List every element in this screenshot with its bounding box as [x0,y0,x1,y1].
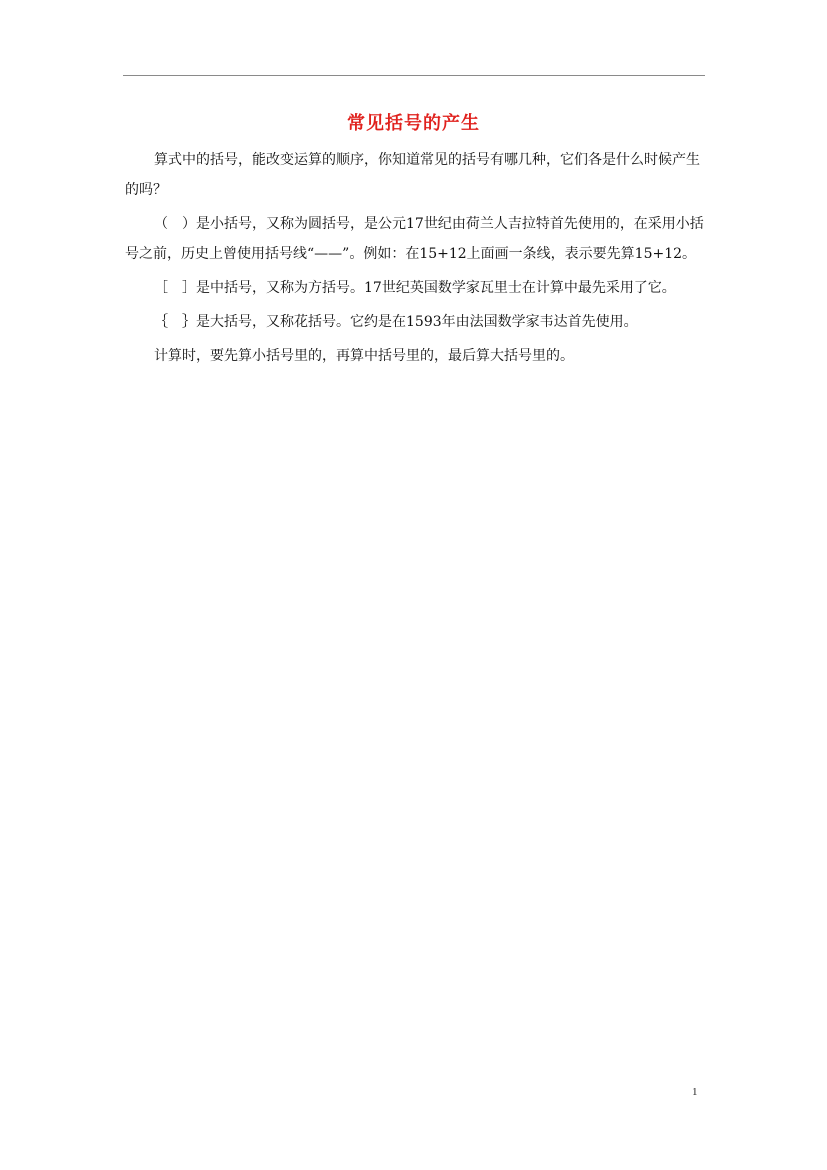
parentheses-paragraph: （ ）是小括号，又称为圆括号，是公元17世纪由荷兰人吉拉特首先使用的，在采用小括号之前，历史上曾使用括号线“——”。例如：在15+12上面画一条线，表示要先算15+12。 [125,216,704,262]
brackets-paragraph: ［ ］是中括号，又称为方括号。17世纪英国数学家瓦里士在计算中最先采用了它。 [154,280,676,296]
header-rule [123,75,705,76]
document-title: 常见括号的产生 [347,113,480,134]
intro-paragraph: 算式中的括号，能改变运算的顺序，你知道常见的括号有哪几种，它们各是什么时候产生的吗？ [125,152,700,198]
order-paragraph: 计算时，要先算小括号里的，再算中括号里的，最后算大括号里的。 [154,348,574,364]
page-number: 1 [692,1086,698,1098]
braces-paragraph: ｛ ｝是大括号，又称花括号。它约是在1593年由法国数学家韦达首先使用。 [154,314,638,330]
document-body [125,145,710,375]
